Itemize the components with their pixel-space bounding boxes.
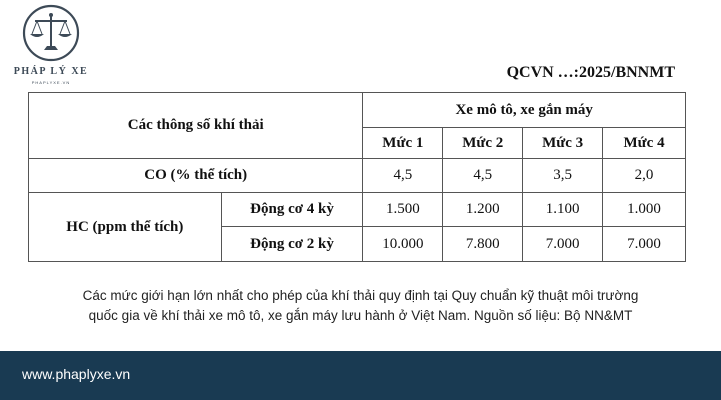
table-cell: 1.200: [443, 193, 523, 227]
brand-subtitle: PHAPLYXE.VN: [31, 80, 71, 85]
engine-label: Động cơ 2 kỳ: [221, 227, 363, 262]
group-header: Xe mô tô, xe gắn máy: [363, 93, 686, 128]
scales-of-justice-icon: [22, 4, 80, 64]
table-cell: 1.000: [603, 193, 686, 227]
table-cell: 7.000: [523, 227, 603, 262]
emission-limits-table: [28, 92, 686, 262]
website-link[interactable]: www.phaplyxe.vn: [22, 366, 131, 382]
level-header: Mức 1: [363, 128, 443, 159]
co-label: CO (% thể tích): [29, 159, 363, 193]
table-cell: 1.100: [523, 193, 603, 227]
footer-bar: [0, 351, 721, 400]
level-header: Mức 2: [443, 128, 523, 159]
table-cell: 7.800: [443, 227, 523, 262]
caption-line: quốc gia về khí thải xe mô tô, xe gắn máy lưu hành ở Việt Nam. Nguồn số liệu: Bộ NN&MT: [88, 308, 633, 323]
caption-line: Các mức giới hạn lớn nhất cho phép của khí thải quy định tại Quy chuẩn kỹ thuật môi trường: [82, 288, 639, 303]
table-cell: 7.000: [603, 227, 686, 262]
table-cell: 4,5: [363, 159, 443, 193]
brand-name: PHÁP LÝ XE: [13, 66, 89, 77]
hc-label: HC (ppm thể tích): [29, 193, 222, 262]
table-row-hc-4-stroke: [29, 193, 686, 227]
level-header: Mức 3: [523, 128, 603, 159]
table-cell: 3,5: [523, 159, 603, 193]
brand-logo: [8, 4, 94, 90]
engine-label: Động cơ 4 kỳ: [221, 193, 363, 227]
table-cell: 1.500: [363, 193, 443, 227]
table-cell: 2,0: [603, 159, 686, 193]
table-header-row: [29, 93, 686, 128]
level-header: Mức 4: [603, 128, 686, 159]
standard-code: QCVN …:2025/BNNMT: [506, 64, 675, 81]
table-cell: 4,5: [443, 159, 523, 193]
image-caption: [0, 286, 721, 326]
param-header: Các thông số khí thải: [29, 93, 363, 159]
table-row-co: [29, 159, 686, 193]
table-cell: 10.000: [363, 227, 443, 262]
